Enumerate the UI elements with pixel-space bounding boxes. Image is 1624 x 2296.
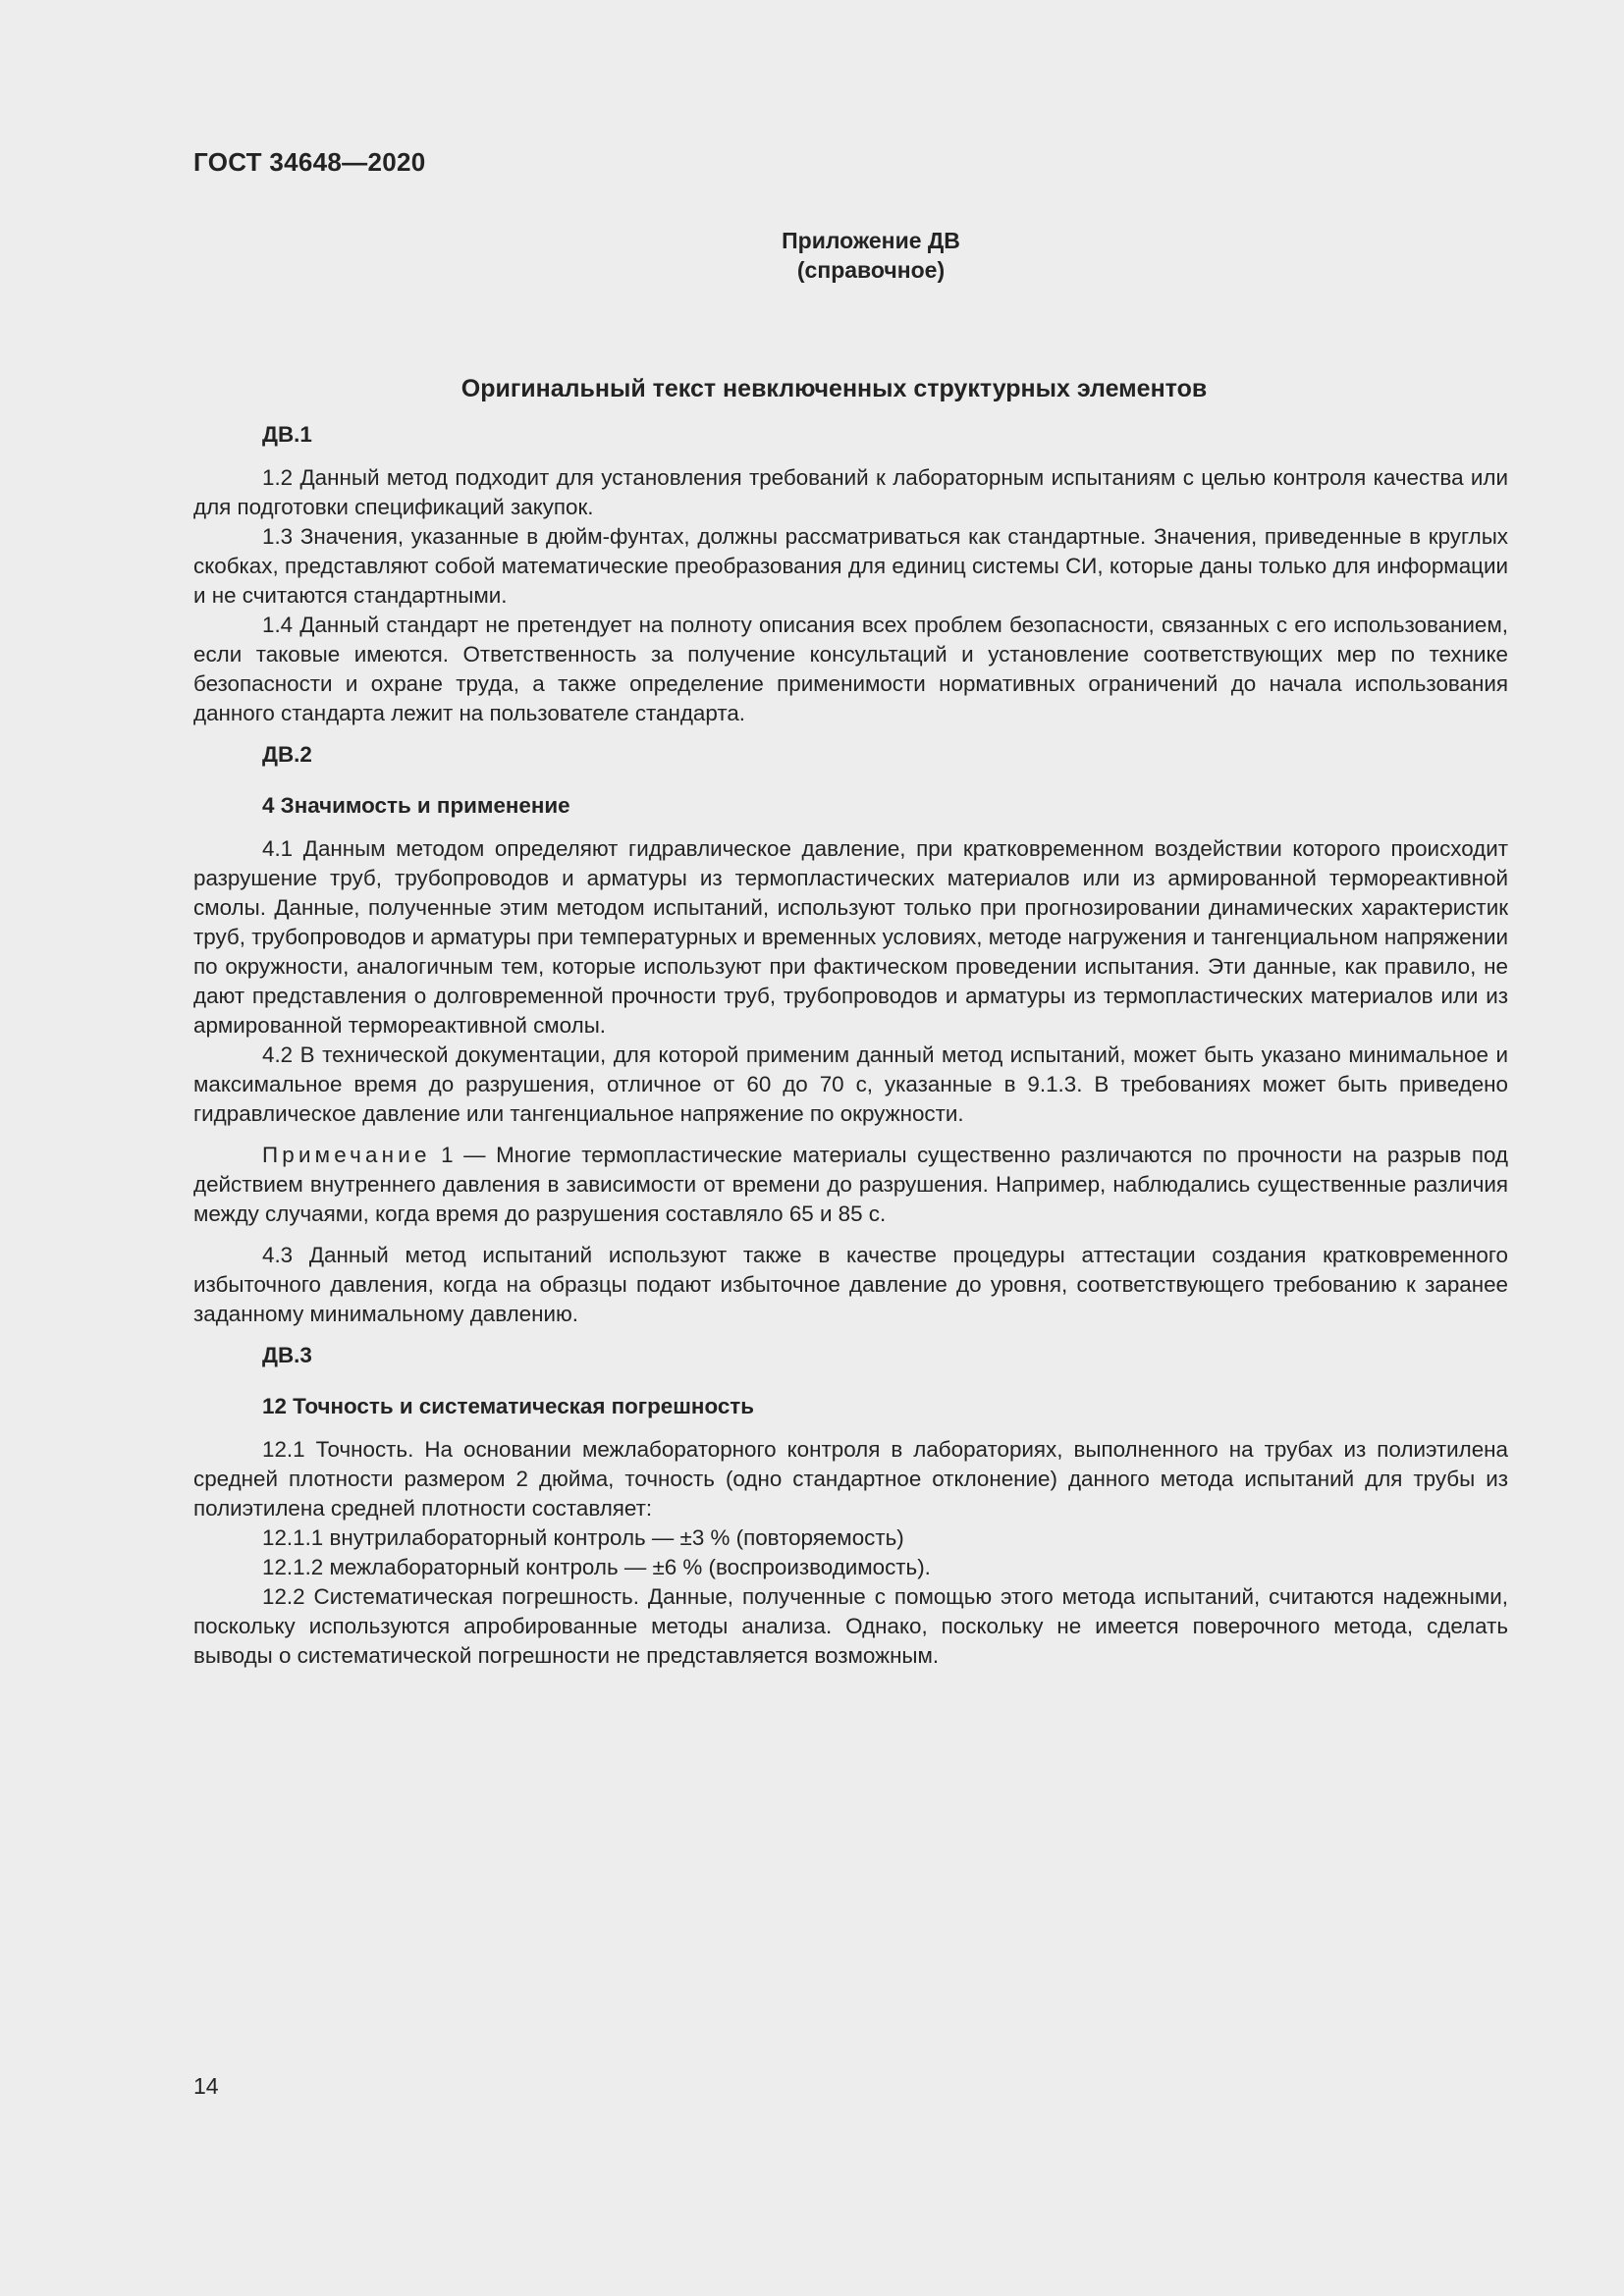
- paragraph-1-4: 1.4 Данный стандарт не претендует на полноту описания всех проблем безопасности, связанных с его использованием, если таковые имеются. Ответственность за получение консультаций и установление соответствующих мер по технике безопасности и охране труда, а также определение применимости нормативных ограничений до начала использования данного стандарта лежит на пользователе стандарта.: [193, 613, 1508, 725]
- note-label: Примечание: [262, 1143, 431, 1167]
- paragraph-4-1: 4.1 Данным методом определяют гидравлическое давление, при кратковременном воздействии которого происходит разрушение труб, трубопроводов и арматуры из термопластических материалов или из армированной термореактивной смолы. Данные, полученные этим методом испытаний, используют только при прогнозировании динамических характеристик труб, трубопроводов и арматуры при температурных и временных условиях, методе нагружения и тангенциальном напряжении по окружности, аналогичным тем, которые используют при фактическом проведении испытания. Эти данные, как правило, не дают представления о долговременной прочности труб, трубопроводов и арматуры из термопластических материалов или из армированной термореактивной смолы.: [193, 836, 1508, 1038]
- paragraph-1-3: 1.3 Значения, указанные в дюйм-фунтах, должны рассматриваться как стандартные. Значения, приведенные в круглых скобках, представляют собой математические преобразования для единиц системы СИ, которые даны только для информации и не считаются стандартными.: [193, 524, 1508, 608]
- note-paragraph: [193, 1141, 1508, 1229]
- appendix-heading: [0, 226, 1624, 285]
- page-number: 14: [193, 2073, 219, 2099]
- subsection-heading-4: 4 Значимость и применение: [262, 793, 570, 818]
- paragraph-12-1-1: 12.1.1 внутрилабораторный контроль — ±3 % (повторяемость): [262, 1525, 904, 1550]
- paragraph-12-1: 12.1 Точность. На основании межлабораторного контроля в лабораториях, выполненного на трубах из полиэтилена средней плотности размером 2 дюйма, точность (одно стандартное отклонение) данного метода испытаний для трубы из полиэтилена средней плотности составляет:: [193, 1437, 1508, 1521]
- appendix-kind: (справочное): [796, 257, 946, 283]
- document-body: [193, 420, 1508, 1671]
- standard-code: ГОСТ 34648—2020: [193, 147, 426, 177]
- paragraph-4-3: 4.3 Данный метод испытаний используют также в качестве процедуры аттестации создания кратковременного избыточного давления, когда на образцы подают избыточное давление до уровня, соответствующего требованию к заранее заданному минимальному давлению.: [193, 1243, 1508, 1326]
- appendix-title: Приложение ДВ: [782, 228, 960, 253]
- paragraph-12-1-2: 12.1.2 межлабораторный контроль — ±6 % (воспроизводимость).: [262, 1555, 931, 1579]
- paragraph-4-2: 4.2 В технической документации, для которой применим данный метод испытаний, может быть указано минимальное и максимальное время до разрушения, отличное от 60 до 70 с, указанные в 9.1.3. В требованиях может быть приведено гидравлическое давление или тангенциальное напряжение по окружности.: [193, 1042, 1508, 1126]
- section-heading-dv3: ДВ.3: [262, 1343, 312, 1367]
- note-text: 1 — Многие термопластические материалы существенно различаются по прочности на разрыв под действием внутреннего давления в зависимости от времени до разрушения. Например, наблюдались существенные различия между случаями, когда время до разрушения составляло 65 и 85 с.: [193, 1143, 1508, 1226]
- section-heading-dv2: ДВ.2: [262, 742, 312, 767]
- paragraph-1-2: 1.2 Данный метод подходит для установления требований к лабораторным испытаниям с целью контроля качества или для подготовки спецификаций закупок.: [193, 465, 1508, 519]
- section-heading-dv1: ДВ.1: [262, 422, 312, 447]
- paragraph-12-2: 12.2 Систематическая погрешность. Данные, полученные с помощью этого метода испытаний, считаются надежными, поскольку используются апробированные методы анализа. Однако, поскольку не имеется поверочного метода, сделать выводы о систематической погрешности не представляется возможным.: [193, 1584, 1508, 1668]
- subsection-heading-12: 12 Точность и систематическая погрешность: [262, 1394, 755, 1418]
- document-title: Оригинальный текст невключенных структурных элементов: [460, 375, 1208, 402]
